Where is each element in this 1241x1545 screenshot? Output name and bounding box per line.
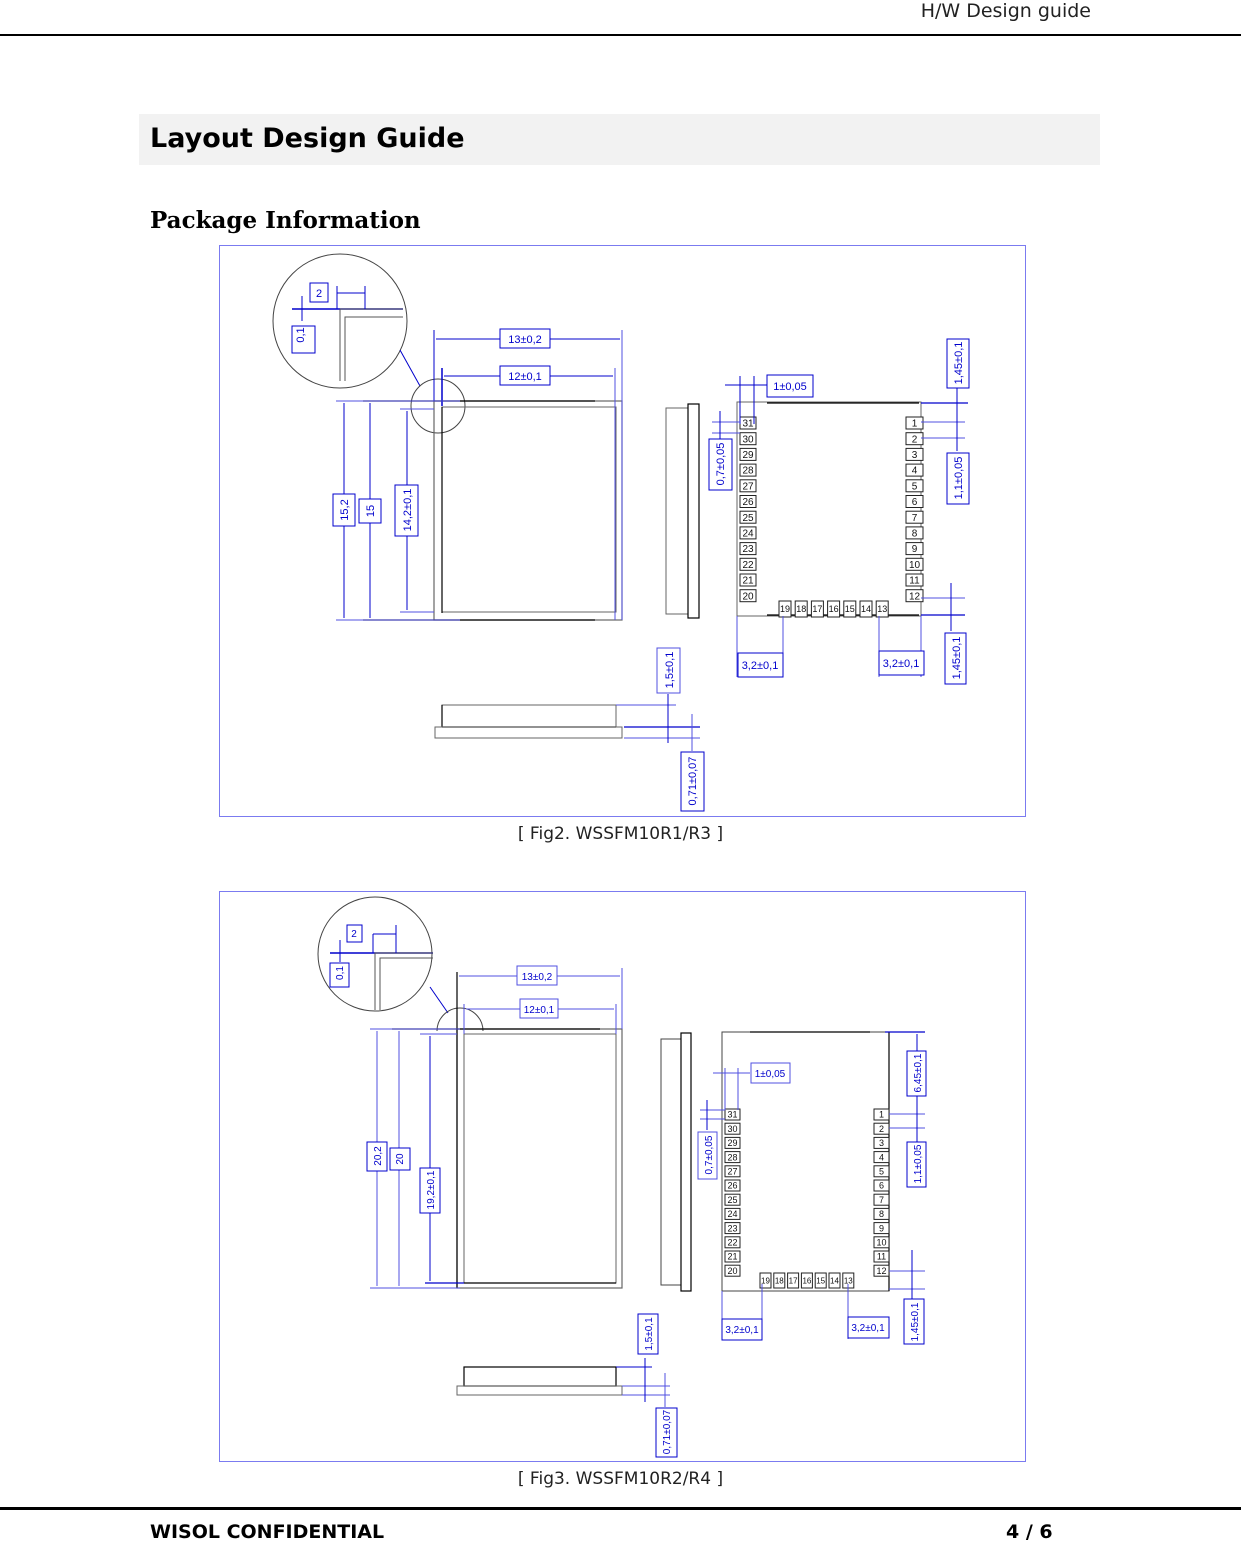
page-number: 4 / 6 xyxy=(1006,1521,1053,1543)
bottom-offset-dim: 1,45±0,1 xyxy=(910,1302,921,1342)
pin-label: 2 xyxy=(911,434,918,446)
pin-label: 8 xyxy=(878,1209,885,1220)
figure-3-caption: [ Fig3. WSSFM10R2/R4 ] xyxy=(517,1469,724,1489)
pin-label: 3 xyxy=(911,450,918,461)
bottom-left-margin-dim: 3,2±0,1 xyxy=(741,660,779,672)
section-title: Layout Design Guide xyxy=(150,123,465,154)
pin-label: 8 xyxy=(911,528,918,540)
left-pin-column xyxy=(725,1109,740,1276)
pin-label: 30 xyxy=(742,434,754,446)
pin-label: 18 xyxy=(774,1276,784,1286)
pin-label: 24 xyxy=(727,1209,738,1220)
pin-label: 17 xyxy=(788,1276,798,1286)
header-title: H/W Design guide xyxy=(920,0,1091,22)
overall-height-dim: 20,2 xyxy=(373,1146,384,1166)
pitch-dim: 1,1±0,05 xyxy=(913,1144,924,1184)
pin-label: 27 xyxy=(727,1166,738,1177)
header-divider xyxy=(0,34,1241,36)
pin-label: 23 xyxy=(727,1223,738,1234)
pin-label: 12 xyxy=(876,1265,887,1276)
right-pin-column xyxy=(874,1109,889,1276)
pin-label: 4 xyxy=(911,465,918,477)
pin-label: 10 xyxy=(908,559,921,571)
pin-label: 6 xyxy=(878,1180,885,1191)
pin-label: 23 xyxy=(742,544,754,556)
pin-label: 31 xyxy=(727,1109,738,1120)
outer-width-dim: 13±0,2 xyxy=(521,972,553,983)
body-height-dim: 15 xyxy=(365,504,377,518)
package-drawing-fig3 xyxy=(220,892,1025,1461)
pin-label: 20 xyxy=(742,591,754,603)
bottom-right-margin-dim: 3,2±0,1 xyxy=(851,1323,885,1334)
bottom-pin-row xyxy=(760,1273,854,1288)
top-offset-dim: 6,45±0,1 xyxy=(913,1053,924,1093)
pin-label: 1 xyxy=(911,418,918,430)
figure-2-caption: [ Fig2. WSSFM10R1/R3 ] xyxy=(517,824,724,844)
bottom-pin-row xyxy=(779,601,888,617)
pin-label: 19 xyxy=(779,604,791,615)
footer-confidential: WISOL CONFIDENTIAL xyxy=(150,1521,385,1543)
pin-label: 9 xyxy=(911,544,918,556)
pin-label: 28 xyxy=(742,465,754,477)
pin-label: 31 xyxy=(742,418,754,430)
inner-height-dim: 19,2±0,1 xyxy=(426,1170,437,1210)
pin-label: 14 xyxy=(830,1276,839,1286)
left-pin-column xyxy=(740,417,756,602)
pin-label: 6 xyxy=(911,497,918,509)
pad-height-dim: 0,7±0,05 xyxy=(715,442,727,486)
pin-label: 30 xyxy=(727,1123,738,1134)
pin-label: 22 xyxy=(727,1237,738,1248)
inner-height-dim: 14,2±0,1 xyxy=(402,488,414,532)
figure-2-drawing xyxy=(219,245,1026,817)
detail-width-label: 2 xyxy=(351,929,357,940)
pin-label: 13 xyxy=(877,604,888,615)
pin-label: 11 xyxy=(876,1251,887,1262)
inner-width-dim: 12±0,1 xyxy=(508,371,542,383)
pin-label: 25 xyxy=(742,512,754,524)
pin-label: 20 xyxy=(727,1265,738,1276)
pin-label: 2 xyxy=(878,1123,885,1134)
pin-label: 10 xyxy=(876,1237,887,1248)
right-pin-column xyxy=(906,417,923,602)
detail-thickness-label: 0,1 xyxy=(335,966,346,980)
side-height-dim: 1,5±0,1 xyxy=(664,651,676,689)
pin-label: 21 xyxy=(727,1251,738,1262)
pin-label: 21 xyxy=(742,575,754,587)
side-height-dim: 1,5±0,1 xyxy=(644,1317,655,1351)
figure-3-drawing xyxy=(219,891,1026,1462)
pin-label: 19 xyxy=(761,1276,770,1286)
pin-label: 16 xyxy=(802,1276,812,1286)
pin-label: 29 xyxy=(742,450,754,461)
pin-label: 5 xyxy=(911,481,918,493)
pin-label: 15 xyxy=(816,1276,826,1286)
detail-width-label: 2 xyxy=(315,288,323,300)
footer-divider xyxy=(0,1507,1241,1510)
pitch-dim: 1,1±0,05 xyxy=(953,456,965,500)
pad-width-dim: 1±0,05 xyxy=(754,1069,786,1080)
base-thickness-dim: 0,71±0,07 xyxy=(687,756,699,806)
outer-width-dim: 13±0,2 xyxy=(508,334,542,346)
pin-label: 9 xyxy=(878,1223,885,1234)
base-thickness-dim: 0,71±0,07 xyxy=(662,1409,673,1455)
pin-label: 11 xyxy=(909,575,920,587)
pin-label: 17 xyxy=(812,604,823,615)
pin-label: 16 xyxy=(828,604,839,615)
pin-label: 13 xyxy=(843,1276,853,1286)
pin-label: 26 xyxy=(742,497,754,509)
bottom-left-margin-dim: 3,2±0,1 xyxy=(725,1325,759,1336)
pin-label: 5 xyxy=(878,1166,885,1177)
pin-label: 27 xyxy=(742,481,754,493)
pin-label: 1 xyxy=(878,1109,885,1120)
pin-label: 29 xyxy=(727,1138,738,1149)
body-height-dim: 20 xyxy=(395,1153,406,1165)
subsection-title: Package Information xyxy=(150,207,421,234)
pin-label: 24 xyxy=(742,528,754,540)
bottom-right-margin-dim: 3,2±0,1 xyxy=(882,658,920,670)
pin-label: 22 xyxy=(742,559,754,571)
pin-label: 7 xyxy=(911,512,918,524)
section-heading-bar xyxy=(139,114,1100,165)
pin-label: 15 xyxy=(844,604,855,615)
pin-label: 4 xyxy=(878,1152,885,1163)
pin-label: 12 xyxy=(908,591,921,603)
pin-label: 3 xyxy=(878,1138,885,1149)
overall-height-dim: 15,2 xyxy=(339,499,351,521)
pin-label: 25 xyxy=(727,1194,738,1205)
detail-thickness-label: 0,1 xyxy=(295,327,307,343)
package-drawing-fig2 xyxy=(220,246,1025,816)
pad-width-dim: 1±0,05 xyxy=(773,381,807,393)
top-offset-dim: 1,45±0,1 xyxy=(953,341,965,385)
pad-height-dim: 0,7±0,05 xyxy=(704,1135,715,1175)
pin-label: 14 xyxy=(860,604,872,615)
pin-label: 18 xyxy=(796,604,807,615)
bottom-offset-dim: 1,45±0,1 xyxy=(951,636,963,680)
inner-width-dim: 12±0,1 xyxy=(523,1005,555,1016)
pin-label: 7 xyxy=(878,1194,885,1205)
pin-label: 26 xyxy=(727,1180,738,1191)
pin-label: 28 xyxy=(727,1152,738,1163)
